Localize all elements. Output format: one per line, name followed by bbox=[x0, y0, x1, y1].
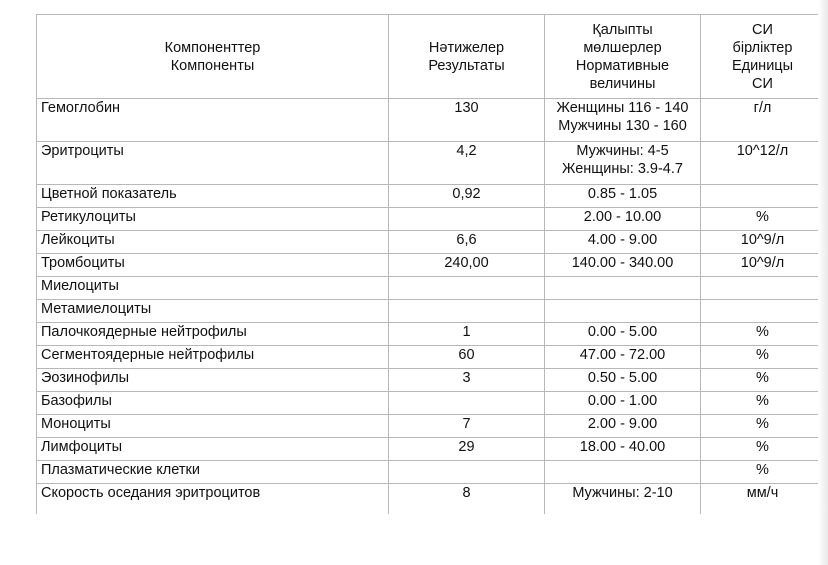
result-value: 4,2 bbox=[389, 142, 545, 185]
component-name: Лейкоциты bbox=[37, 231, 389, 254]
result-value: 3 bbox=[389, 369, 545, 392]
normative-range bbox=[545, 277, 701, 300]
component-name: Гемоглобин bbox=[37, 99, 389, 142]
normative-range-line: 140.00 - 340.00 bbox=[571, 255, 674, 271]
normative-range bbox=[545, 254, 701, 277]
component-name: Миелоциты bbox=[37, 277, 389, 300]
normative-range-line: 0.00 - 1.00 bbox=[587, 393, 658, 409]
table-row bbox=[37, 99, 825, 142]
normative-range bbox=[545, 300, 701, 323]
result-value bbox=[389, 461, 545, 484]
normative-range bbox=[545, 484, 701, 515]
component-name: Палочкоядерные нейтрофилы bbox=[37, 323, 389, 346]
table-row bbox=[37, 346, 825, 369]
component-name: Эозинофилы bbox=[37, 369, 389, 392]
table-row bbox=[37, 254, 825, 277]
result-value: 240,00 bbox=[389, 254, 545, 277]
table-row bbox=[37, 208, 825, 231]
table-row bbox=[37, 277, 825, 300]
result-value: 130 bbox=[389, 99, 545, 142]
component-name: Плазматические клетки bbox=[37, 461, 389, 484]
unit-value: % bbox=[701, 208, 825, 231]
page-edge-shadow bbox=[818, 0, 828, 565]
normative-range-line: 2.00 - 10.00 bbox=[583, 209, 662, 225]
unit-value: мм/ч bbox=[701, 484, 825, 515]
unit-value bbox=[701, 185, 825, 208]
normative-range-line: Мужчины: 4-5 bbox=[576, 143, 669, 159]
component-name: Базофилы bbox=[37, 392, 389, 415]
unit-value: 10^9/л bbox=[701, 254, 825, 277]
header-units: СИ бірліктер Единицы СИ bbox=[701, 15, 825, 99]
unit-value: % bbox=[701, 415, 825, 438]
normative-range-line: 4.00 - 9.00 bbox=[587, 232, 658, 248]
normative-range bbox=[545, 142, 701, 185]
table-row bbox=[37, 392, 825, 415]
normative-range-line: Женщины 116 - 140 bbox=[556, 100, 689, 116]
result-value: 6,6 bbox=[389, 231, 545, 254]
unit-value: % bbox=[701, 392, 825, 415]
normative-range-line: Мужчины: 2-10 bbox=[572, 485, 673, 501]
normative-range-line: 0.85 - 1.05 bbox=[587, 186, 658, 202]
component-name: Скорость оседания эритроцитов bbox=[37, 484, 389, 515]
component-name: Эритроциты bbox=[37, 142, 389, 185]
header-results: Нәтижелер Результаты bbox=[389, 15, 545, 99]
component-name: Цветной показатель bbox=[37, 185, 389, 208]
normative-range bbox=[545, 99, 701, 142]
normative-range bbox=[545, 208, 701, 231]
component-name: Ретикулоциты bbox=[37, 208, 389, 231]
unit-value: % bbox=[701, 369, 825, 392]
table-row bbox=[37, 300, 825, 323]
normative-range bbox=[545, 346, 701, 369]
table-row bbox=[37, 185, 825, 208]
result-value bbox=[389, 392, 545, 415]
result-value: 29 bbox=[389, 438, 545, 461]
normative-range-line: 2.00 - 9.00 bbox=[587, 416, 658, 432]
result-value: 0,92 bbox=[389, 185, 545, 208]
table-row bbox=[37, 323, 825, 346]
table-row bbox=[37, 231, 825, 254]
normative-range-line: Женщины: 3.9-4.7 bbox=[562, 161, 683, 177]
table-row bbox=[37, 484, 825, 515]
result-value bbox=[389, 300, 545, 323]
table-row bbox=[37, 369, 825, 392]
normative-range bbox=[545, 438, 701, 461]
normative-range bbox=[545, 323, 701, 346]
table-row bbox=[37, 461, 825, 484]
unit-value bbox=[701, 277, 825, 300]
component-name: Сегментоядерные нейтрофилы bbox=[37, 346, 389, 369]
normative-range-line: 47.00 - 72.00 bbox=[579, 347, 666, 363]
component-name: Лимфоциты bbox=[37, 438, 389, 461]
result-value bbox=[389, 208, 545, 231]
normative-range bbox=[545, 231, 701, 254]
result-value: 7 bbox=[389, 415, 545, 438]
component-name: Тромбоциты bbox=[37, 254, 389, 277]
normative-range bbox=[545, 461, 701, 484]
unit-value: % bbox=[701, 438, 825, 461]
unit-value: % bbox=[701, 346, 825, 369]
header-component: Компоненттер Компоненты bbox=[37, 15, 389, 99]
result-value: 60 bbox=[389, 346, 545, 369]
header-norms: Қалыпты мөлшерлер Нормативные величины bbox=[545, 15, 701, 99]
result-value: 8 bbox=[389, 484, 545, 515]
component-name: Моноциты bbox=[37, 415, 389, 438]
table-row bbox=[37, 415, 825, 438]
unit-value: г/л bbox=[701, 99, 825, 142]
normative-range-line: Мужчины 130 - 160 bbox=[558, 118, 687, 134]
unit-value: 10^9/л bbox=[701, 231, 825, 254]
result-value: 1 bbox=[389, 323, 545, 346]
unit-value: % bbox=[701, 323, 825, 346]
table-row bbox=[37, 438, 825, 461]
table-row bbox=[37, 142, 825, 185]
unit-value: % bbox=[701, 461, 825, 484]
result-value bbox=[389, 277, 545, 300]
normative-range bbox=[545, 415, 701, 438]
unit-value: 10^12/л bbox=[701, 142, 825, 185]
header-row bbox=[37, 15, 825, 99]
normative-range bbox=[545, 392, 701, 415]
normative-range bbox=[545, 185, 701, 208]
normative-range-line: 0.50 - 5.00 bbox=[587, 370, 658, 386]
normative-range bbox=[545, 369, 701, 392]
component-name: Метамиелоциты bbox=[37, 300, 389, 323]
unit-value bbox=[701, 300, 825, 323]
normative-range-line: 18.00 - 40.00 bbox=[579, 439, 666, 455]
results-table bbox=[36, 14, 825, 515]
normative-range-line: 0.00 - 5.00 bbox=[587, 324, 658, 340]
